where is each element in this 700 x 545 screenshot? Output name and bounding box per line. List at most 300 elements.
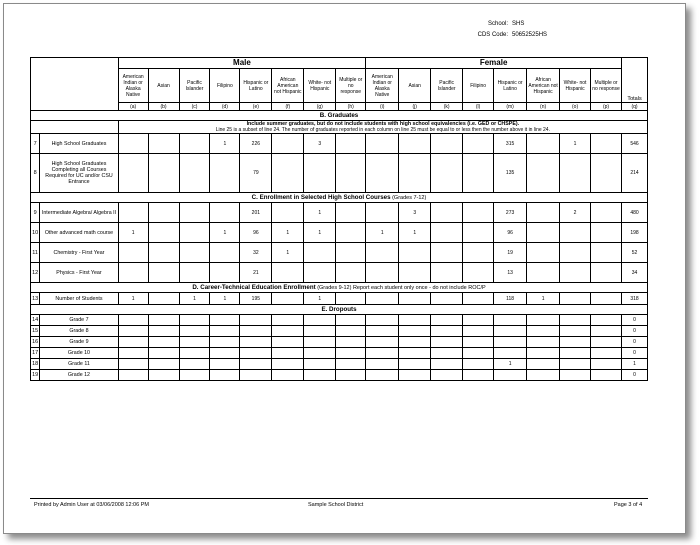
cell-p	[591, 359, 622, 370]
cell-f	[272, 359, 304, 370]
column-header-11: Pacific Islander	[431, 69, 463, 103]
cell-m	[494, 370, 527, 381]
cell-o	[560, 243, 591, 263]
cell-h	[336, 134, 366, 154]
row-number: 19	[31, 370, 40, 381]
row-total: 52	[622, 243, 648, 263]
totals-header: Totals	[622, 58, 648, 103]
cell-m	[494, 326, 527, 337]
cell-d: 1	[210, 223, 240, 243]
row-number: 9	[31, 203, 40, 223]
cell-a	[118, 315, 148, 326]
row-label: Physics - First Year	[40, 263, 118, 283]
row-total: 34	[622, 263, 648, 283]
cell-l	[463, 243, 494, 263]
column-header-9: American Indian or Alaska Native	[366, 69, 399, 103]
cell-f	[272, 370, 304, 381]
table-row	[31, 134, 648, 154]
cell-c: 1	[179, 293, 210, 305]
cell-n: 1	[527, 293, 560, 305]
cell-g	[304, 370, 336, 381]
cell-i	[366, 203, 399, 223]
row-total: 214	[622, 154, 648, 193]
cell-p	[591, 326, 622, 337]
cell-b	[148, 154, 179, 193]
cell-e: 226	[240, 134, 272, 154]
cell-c	[179, 359, 210, 370]
cell-c	[179, 134, 210, 154]
cell-j: 3	[399, 203, 431, 223]
cell-p	[591, 370, 622, 381]
section-title-text: B. Graduates	[319, 111, 359, 119]
cell-f	[272, 326, 304, 337]
cell-d	[210, 337, 240, 348]
cell-p	[591, 348, 622, 359]
cell-p	[591, 243, 622, 263]
cell-k	[431, 223, 463, 243]
cell-f	[272, 315, 304, 326]
cell-a	[118, 370, 148, 381]
row-number: 12	[31, 263, 40, 283]
table-row	[31, 203, 648, 223]
cell-c	[179, 326, 210, 337]
column-header-2: Asian	[148, 69, 179, 103]
cell-m	[494, 337, 527, 348]
cell-c	[179, 337, 210, 348]
cell-p	[591, 223, 622, 243]
cell-p	[591, 293, 622, 305]
cell-m: 1	[494, 359, 527, 370]
row-label: Grade 12	[40, 370, 118, 381]
cell-k	[431, 315, 463, 326]
cell-i	[366, 359, 399, 370]
note-spacer	[31, 121, 119, 134]
column-letter-13: (m)	[494, 103, 527, 111]
column-header-5: Hispanic or Latino	[240, 69, 272, 103]
table-row	[31, 326, 648, 337]
row-total: 0	[622, 326, 648, 337]
cell-g	[304, 348, 336, 359]
cell-o	[560, 326, 591, 337]
column-header-14: African American not Hispanic	[527, 69, 560, 103]
cell-h	[336, 315, 366, 326]
column-letter-10: (j)	[399, 103, 431, 111]
cell-k	[431, 203, 463, 223]
cell-g	[304, 315, 336, 326]
cell-i	[366, 263, 399, 283]
table-row	[31, 315, 648, 326]
column-letter-12: (l)	[463, 103, 494, 111]
column-letter-14: (n)	[527, 103, 560, 111]
column-letter-11: (k)	[431, 103, 463, 111]
table-row	[31, 243, 648, 263]
cell-o	[560, 223, 591, 243]
row-label: Grade 8	[40, 326, 118, 337]
cell-l	[463, 134, 494, 154]
group-header-row	[31, 58, 648, 69]
cell-n	[527, 154, 560, 193]
cell-e	[240, 326, 272, 337]
section-note-row	[31, 121, 648, 134]
column-letter-7: (g)	[304, 103, 336, 111]
cell-h	[336, 203, 366, 223]
row-total: 0	[622, 370, 648, 381]
cell-c	[179, 315, 210, 326]
cell-b	[148, 223, 179, 243]
cell-m: 96	[494, 223, 527, 243]
column-header-1: American Indian or Alaska Native	[118, 69, 148, 103]
cell-g: 1	[304, 293, 336, 305]
cell-a: 1	[118, 223, 148, 243]
column-header-4: Filipino	[210, 69, 240, 103]
column-header-7: White- not Hispanic	[304, 69, 336, 103]
cell-h	[336, 243, 366, 263]
section-title-text: C. Enrollment in Selected High School Courses	[251, 193, 391, 201]
footer-rule	[30, 498, 648, 499]
cell-d	[210, 326, 240, 337]
cell-k	[431, 370, 463, 381]
cell-j	[399, 326, 431, 337]
cell-d	[210, 263, 240, 283]
cell-g	[304, 359, 336, 370]
table-row	[31, 370, 648, 381]
column-header-10: Asian	[399, 69, 431, 103]
row-number: 8	[31, 154, 40, 193]
section-title-text: D. Career-Technical Education Enrollment	[192, 283, 316, 291]
cell-l	[463, 223, 494, 243]
cell-p	[591, 263, 622, 283]
cell-a	[118, 243, 148, 263]
cell-i	[366, 243, 399, 263]
row-number: 18	[31, 359, 40, 370]
cell-k	[431, 154, 463, 193]
section-header-b	[31, 111, 648, 121]
row-number: 16	[31, 337, 40, 348]
cell-e: 32	[240, 243, 272, 263]
column-letter-16: (p)	[591, 103, 622, 111]
cell-l	[463, 326, 494, 337]
cell-b	[148, 263, 179, 283]
section-header-e	[31, 305, 648, 315]
row-number: 10	[31, 223, 40, 243]
cell-i	[366, 293, 399, 305]
cell-i	[366, 337, 399, 348]
cell-c	[179, 263, 210, 283]
cell-b	[148, 359, 179, 370]
cell-p	[591, 134, 622, 154]
column-letter-15: (o)	[560, 103, 591, 111]
cell-e	[240, 315, 272, 326]
section-header-d	[31, 283, 648, 293]
cell-k	[431, 243, 463, 263]
row-number: 7	[31, 134, 40, 154]
cell-p	[591, 154, 622, 193]
column-header-6: African American not Hispanic	[272, 69, 304, 103]
cell-c	[179, 154, 210, 193]
cell-o: 1	[560, 134, 591, 154]
cell-d	[210, 243, 240, 263]
cell-d	[210, 348, 240, 359]
table-row	[31, 223, 648, 243]
column-letter-2: (b)	[148, 103, 179, 111]
cell-a	[118, 134, 148, 154]
cell-m	[494, 315, 527, 326]
cell-l	[463, 359, 494, 370]
row-total: 546	[622, 134, 648, 154]
cell-p	[591, 337, 622, 348]
row-number: 14	[31, 315, 40, 326]
cell-l	[463, 203, 494, 223]
column-header-15: White- not Hispanic	[560, 69, 591, 103]
row-total: 198	[622, 223, 648, 243]
cell-b	[148, 134, 179, 154]
cell-a	[118, 203, 148, 223]
table-row	[31, 154, 648, 193]
table-row	[31, 293, 648, 305]
corner-cell	[31, 58, 119, 111]
row-label: High School Graduates Completing all Courses Required for UC and/or CSU Entrance	[40, 154, 118, 193]
row-label: Grade 9	[40, 337, 118, 348]
row-label: Number of Students	[40, 293, 118, 305]
cell-o	[560, 263, 591, 283]
column-letter-9: (i)	[366, 103, 399, 111]
cell-j	[399, 359, 431, 370]
cell-d: 1	[210, 134, 240, 154]
cell-b	[148, 326, 179, 337]
row-number: 13	[31, 293, 40, 305]
cell-l	[463, 337, 494, 348]
cell-f	[272, 263, 304, 283]
cell-e	[240, 348, 272, 359]
row-label: Other advanced math course	[40, 223, 118, 243]
cell-o	[560, 370, 591, 381]
data-table	[30, 57, 648, 381]
column-letter-8: (h)	[336, 103, 366, 111]
cell-k	[431, 134, 463, 154]
cell-d	[210, 359, 240, 370]
footer-district: Sample School District	[308, 502, 364, 508]
cell-l	[463, 348, 494, 359]
cell-n	[527, 203, 560, 223]
column-header-8: Multiple or no response	[336, 69, 366, 103]
cell-j	[399, 315, 431, 326]
cds-label: CDS Code:	[477, 32, 508, 38]
cell-n	[527, 326, 560, 337]
cell-g: 1	[304, 223, 336, 243]
row-total: 480	[622, 203, 648, 223]
cell-d	[210, 154, 240, 193]
cell-j	[399, 134, 431, 154]
cell-f: 1	[272, 223, 304, 243]
column-letter-3: (c)	[179, 103, 210, 111]
column-header-16: Multiple or no response	[591, 69, 622, 103]
cell-e: 96	[240, 223, 272, 243]
cell-g: 1	[304, 203, 336, 223]
cell-a: 1	[118, 293, 148, 305]
female-header: Female	[366, 58, 622, 69]
row-label: Grade 11	[40, 359, 118, 370]
cell-j	[399, 370, 431, 381]
cell-j: 1	[399, 223, 431, 243]
note-normal: Line 25 is a subset of line 24. The number of graduates reported in each column on line 25 must be equal to or less then the number above it in line 24.	[215, 127, 550, 133]
cell-b	[148, 348, 179, 359]
column-header-3: Pacific Islander	[179, 69, 210, 103]
cell-j	[399, 243, 431, 263]
column-letter-6: (f)	[272, 103, 304, 111]
cell-l	[463, 263, 494, 283]
cell-i: 1	[366, 223, 399, 243]
cell-i	[366, 134, 399, 154]
cell-g	[304, 326, 336, 337]
row-number: 11	[31, 243, 40, 263]
cell-f	[272, 203, 304, 223]
cell-a	[118, 359, 148, 370]
cell-h	[336, 359, 366, 370]
row-label: Intermediate Algebra/ Algebra II	[40, 203, 118, 223]
cell-i	[366, 326, 399, 337]
cell-h	[336, 154, 366, 193]
cell-h	[336, 263, 366, 283]
column-header-13: Hispanic or Latino	[494, 69, 527, 103]
cds-value: 50652525HS	[512, 32, 548, 38]
cell-e	[240, 370, 272, 381]
cell-m: 315	[494, 134, 527, 154]
row-number: 17	[31, 348, 40, 359]
cell-e: 201	[240, 203, 272, 223]
cell-d	[210, 370, 240, 381]
cell-k	[431, 348, 463, 359]
cell-i	[366, 348, 399, 359]
cell-o	[560, 337, 591, 348]
cell-a	[118, 263, 148, 283]
cell-n	[527, 370, 560, 381]
note-bold: Include summer graduates, but do not include students with high school equivalencies (i.e. GED or CHSPE).	[246, 121, 520, 127]
column-letter-4: (d)	[210, 103, 240, 111]
cell-n	[527, 134, 560, 154]
cell-o	[560, 359, 591, 370]
footer-printed-by: Printed by Admin User at 03/06/2008 12:06 PM	[34, 502, 149, 508]
cell-o: 2	[560, 203, 591, 223]
cell-o	[560, 315, 591, 326]
cell-l	[463, 315, 494, 326]
cell-g	[304, 243, 336, 263]
cell-b	[148, 315, 179, 326]
column-header-12: Filipino	[463, 69, 494, 103]
cell-k	[431, 337, 463, 348]
cell-l	[463, 293, 494, 305]
cell-e	[240, 337, 272, 348]
cell-i	[366, 154, 399, 193]
cell-c	[179, 223, 210, 243]
cell-j	[399, 348, 431, 359]
footer-page: Page 3 of 4	[614, 502, 643, 508]
cell-k	[431, 326, 463, 337]
cell-a	[118, 348, 148, 359]
section-title-c	[31, 193, 648, 203]
row-label: Grade 7	[40, 315, 118, 326]
cell-h	[336, 348, 366, 359]
cell-o	[560, 154, 591, 193]
cell-m	[494, 348, 527, 359]
cell-e	[240, 359, 272, 370]
table-row	[31, 337, 648, 348]
cell-j	[399, 263, 431, 283]
cell-p	[591, 203, 622, 223]
section-subtitle: (Grades 7-12)	[390, 194, 427, 201]
row-label: High School Graduates	[40, 134, 118, 154]
cell-l	[463, 154, 494, 193]
male-header: Male	[118, 58, 366, 69]
cell-a	[118, 154, 148, 193]
cell-m: 273	[494, 203, 527, 223]
section-title-d	[31, 283, 648, 293]
cell-e: 195	[240, 293, 272, 305]
section-title-b	[31, 111, 648, 121]
cell-f	[272, 337, 304, 348]
cell-a	[118, 326, 148, 337]
row-total: 318	[622, 293, 648, 305]
cell-f	[272, 134, 304, 154]
column-letter-5: (e)	[240, 103, 272, 111]
cell-c	[179, 348, 210, 359]
cell-b	[148, 337, 179, 348]
cell-f	[272, 348, 304, 359]
cell-m: 135	[494, 154, 527, 193]
cell-n	[527, 337, 560, 348]
cell-h	[336, 293, 366, 305]
cell-l	[463, 370, 494, 381]
table-row	[31, 263, 648, 283]
table-row	[31, 348, 648, 359]
section-title-e	[31, 305, 648, 315]
cell-h	[336, 326, 366, 337]
cell-h	[336, 223, 366, 243]
cell-o	[560, 293, 591, 305]
row-number: 15	[31, 326, 40, 337]
cell-n	[527, 223, 560, 243]
cell-g	[304, 337, 336, 348]
cell-m: 19	[494, 243, 527, 263]
column-letter-row	[31, 103, 648, 111]
cell-m: 13	[494, 263, 527, 283]
cell-g	[304, 263, 336, 283]
cell-i	[366, 370, 399, 381]
row-label: Grade 10	[40, 348, 118, 359]
cell-n	[527, 348, 560, 359]
cell-g	[304, 154, 336, 193]
row-total: 0	[622, 348, 648, 359]
cell-g: 3	[304, 134, 336, 154]
cell-m: 118	[494, 293, 527, 305]
cell-h	[336, 370, 366, 381]
cell-d	[210, 315, 240, 326]
cell-j	[399, 337, 431, 348]
row-total: 1	[622, 359, 648, 370]
school-header	[477, 20, 580, 40]
cell-f	[272, 293, 304, 305]
totals-letter: (q)	[622, 103, 648, 111]
cell-n	[527, 359, 560, 370]
cell-n	[527, 243, 560, 263]
cell-f: 1	[272, 243, 304, 263]
column-header-row	[31, 69, 648, 103]
cell-a	[118, 337, 148, 348]
cell-j	[399, 293, 431, 305]
cell-d	[210, 203, 240, 223]
section-header-c	[31, 193, 648, 203]
cell-e: 79	[240, 154, 272, 193]
cell-k	[431, 359, 463, 370]
